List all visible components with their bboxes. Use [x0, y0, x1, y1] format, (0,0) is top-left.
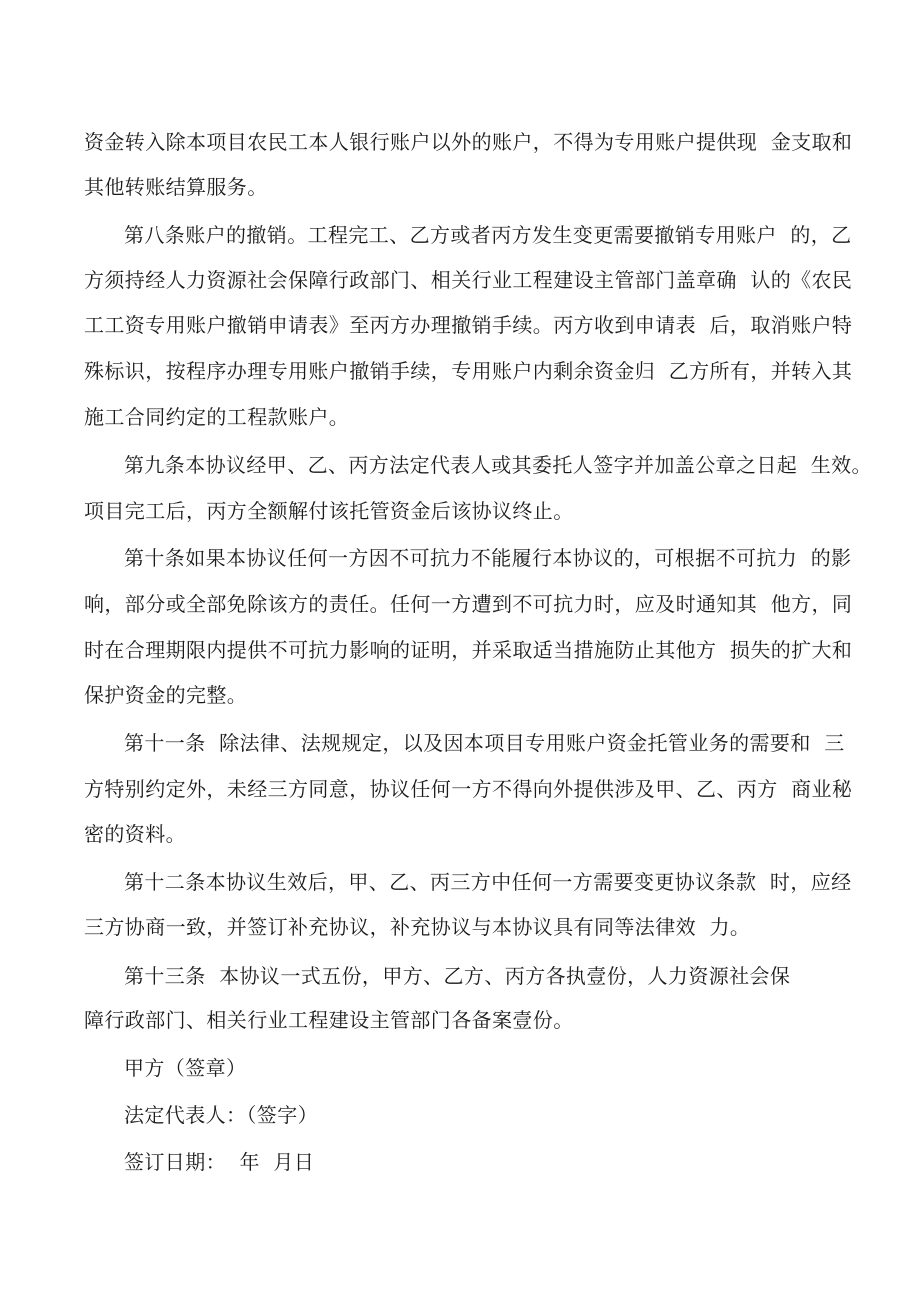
- body-line: 第十条如果本协议任何一方因不可抗力不能履行本协议的，可根据不可抗力 的影: [124, 546, 852, 570]
- body-line: 保护资金的完整。: [84, 683, 248, 707]
- body-line: 第十三条 本协议一式五份，甲方、乙方、丙方各执壹份，人力资源社会保: [124, 964, 791, 988]
- body-line: 障行政部门、相关行业工程建设主管部门各备案壹份。: [84, 1008, 574, 1032]
- signature-date: 签订日期： 年 月日: [124, 1150, 315, 1174]
- body-line: 施工合同约定的工程款账户。: [84, 405, 350, 429]
- body-line: 密的资料。: [84, 822, 186, 846]
- body-line: 项目完工后，丙方全额解付该托管资金后该协议终止。: [84, 499, 574, 523]
- body-line: 殊标识，按程序办理专用账户撤销手续，专用账户内剩余资金归 乙方所有，并转入其: [84, 359, 853, 383]
- body-line: 工工资专用账户撤销申请表》至丙方办理撤销手续。丙方收到申请表 后，取消账户特: [84, 313, 853, 337]
- body-line: 其他转账结算服务。: [84, 175, 268, 199]
- body-line: 第十一条 除法律、法规规定，以及因本项目专用账户资金托管业务的需要和 三: [124, 731, 845, 755]
- body-line: 第九条本协议经甲、乙、丙方法定代表人或其委托人签字并加盖公章之日起 生效。: [124, 453, 872, 477]
- body-line: 时在合理期限内提供不可抗力影响的证明，并采取适当措施防止其他方 损失的扩大和: [84, 638, 853, 662]
- body-line: 资金转入除本项目农民工本人银行账户以外的账户，不得为专用账户提供现 金支取和: [84, 130, 853, 154]
- body-line: 第八条账户的撤销。工程完工、乙方或者丙方发生变更需要撤销专用账户 的，乙: [124, 223, 852, 247]
- body-line: 第十二条本协议生效后，甲、乙、丙三方中任何一方需要变更协议条款 时，应经: [124, 870, 852, 894]
- body-line: 方特别约定外，未经三方同意，协议任何一方不得向外提供涉及甲、乙、丙方 商业秘: [84, 777, 853, 801]
- body-line: 方须持经人力资源社会保障行政部门、相关行业工程建设主管部门盖章确 认的《农民: [84, 268, 853, 292]
- body-line: 三方协商一致，并签订补充协议，补充协议与本协议具有同等法律效 力。: [84, 915, 751, 939]
- body-line: 响，部分或全部免除该方的责任。任何一方遭到不可抗力时，应及时通知其 他方，同: [84, 592, 853, 616]
- signature-legal-representative: 法定代表人：（签字）: [124, 1103, 318, 1127]
- signature-party-a: 甲方（签章）: [124, 1056, 247, 1080]
